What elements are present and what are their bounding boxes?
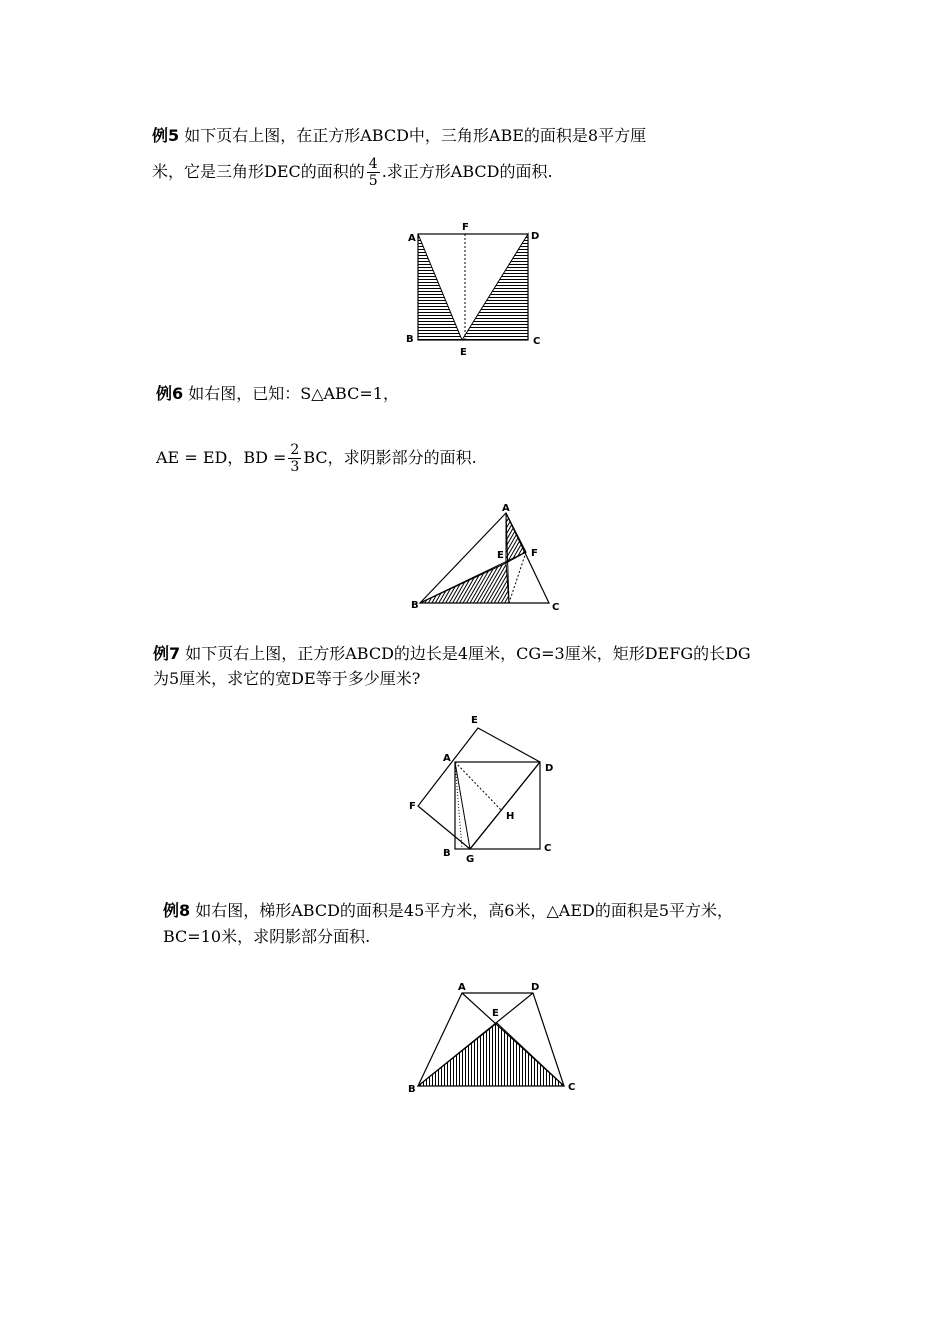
ex7-dashed-ab <box>455 762 462 849</box>
ex6-figure <box>405 498 565 613</box>
ex6-pt-b: B <box>411 600 419 611</box>
ex8-label: 例8 <box>163 901 191 920</box>
ex7-text1: 如下页右上图，正方形ABCD的边长是4厘米，CG=3厘米，矩形DEFG的长DG <box>185 644 751 663</box>
ex8-figure <box>405 976 580 1096</box>
ex8-pt-b: B <box>408 1084 416 1095</box>
ex8-text2: BC=10米，求阴影部分面积. <box>163 927 371 946</box>
ex5-shade-left <box>418 234 462 340</box>
ex6-text1: 如右图，已知：S△ABC=1， <box>188 384 399 403</box>
ex5-label: 例5 <box>152 126 180 145</box>
ex6-fraction <box>288 443 301 474</box>
ex6-frac-num: 2 <box>290 442 300 458</box>
ex6-text2a: AE = ED，BD = <box>156 448 287 467</box>
ex5-frac-num: 4 <box>368 156 378 172</box>
ex8-pt-a: A <box>458 982 466 993</box>
ex6-pt-e: E <box>497 550 504 561</box>
ex8-text1: 如右图，梯形ABCD的面积是45平方米，高6米，△AED的面积是5平方米， <box>195 901 734 920</box>
ex7-pt-c: C <box>544 843 552 854</box>
ex6-frac-den: 3 <box>290 459 300 475</box>
ex6-line1 <box>156 386 399 402</box>
ex5-pt-a: A <box>408 233 416 244</box>
ex6-text2b: BC，求阴影部分的面积. <box>303 448 477 467</box>
ex7-figure <box>404 708 564 868</box>
ex7-pt-b: B <box>443 848 451 859</box>
ex6-label: 例6 <box>156 384 184 403</box>
ex5-pt-e: E <box>460 347 467 358</box>
ex5-frac-den: 5 <box>368 173 378 189</box>
ex5-text2a: 米，它是三角形DEC的面积的 <box>152 162 365 181</box>
ex8-shade-bec <box>418 1023 564 1086</box>
ex7-pt-f: F <box>409 801 416 812</box>
ex5-fraction <box>367 157 380 188</box>
ex7-pt-h: H <box>506 811 515 822</box>
ex5-text1: 如下页右上图，在正方形ABCD中，三角形ABE的面积是8平方厘 <box>184 126 647 145</box>
ex8-pt-e: E <box>492 1008 499 1019</box>
ex5-text2b: .求正方形ABCD的面积. <box>381 162 553 181</box>
ex7-rect-defg <box>418 728 540 849</box>
ex7-pt-a: A <box>443 753 451 764</box>
ex7-line-dg <box>470 762 540 849</box>
ex7-pt-g: G <box>466 854 475 865</box>
ex6-pt-c: C <box>552 602 560 613</box>
ex6-line2 <box>156 443 477 474</box>
ex5-line2 <box>152 157 553 188</box>
ex7-pt-e: E <box>471 715 478 726</box>
ex7-line1 <box>153 646 751 662</box>
ex7-label: 例7 <box>153 644 181 663</box>
ex7-line2 <box>153 671 420 687</box>
ex8-line2 <box>163 929 370 945</box>
ex8-pt-d: D <box>531 982 540 993</box>
ex5-pt-b: B <box>406 334 414 345</box>
ex7-pt-d: D <box>545 763 554 774</box>
ex6-pt-a: A <box>502 503 510 514</box>
ex8-pt-c: C <box>568 1082 576 1093</box>
ex8-line1 <box>163 903 733 919</box>
ex6-pt-f: F <box>531 548 538 559</box>
ex5-line1 <box>152 128 646 144</box>
ex5-shade-right <box>462 234 528 340</box>
ex5-figure <box>400 218 550 358</box>
ex7-text2: 为5厘米，求它的宽DE等于多少厘米? <box>153 669 421 688</box>
ex5-pt-c: C <box>533 336 541 347</box>
ex7-line-ag <box>455 762 470 849</box>
ex5-pt-d: D <box>531 231 540 242</box>
ex5-pt-f: F <box>462 222 469 233</box>
